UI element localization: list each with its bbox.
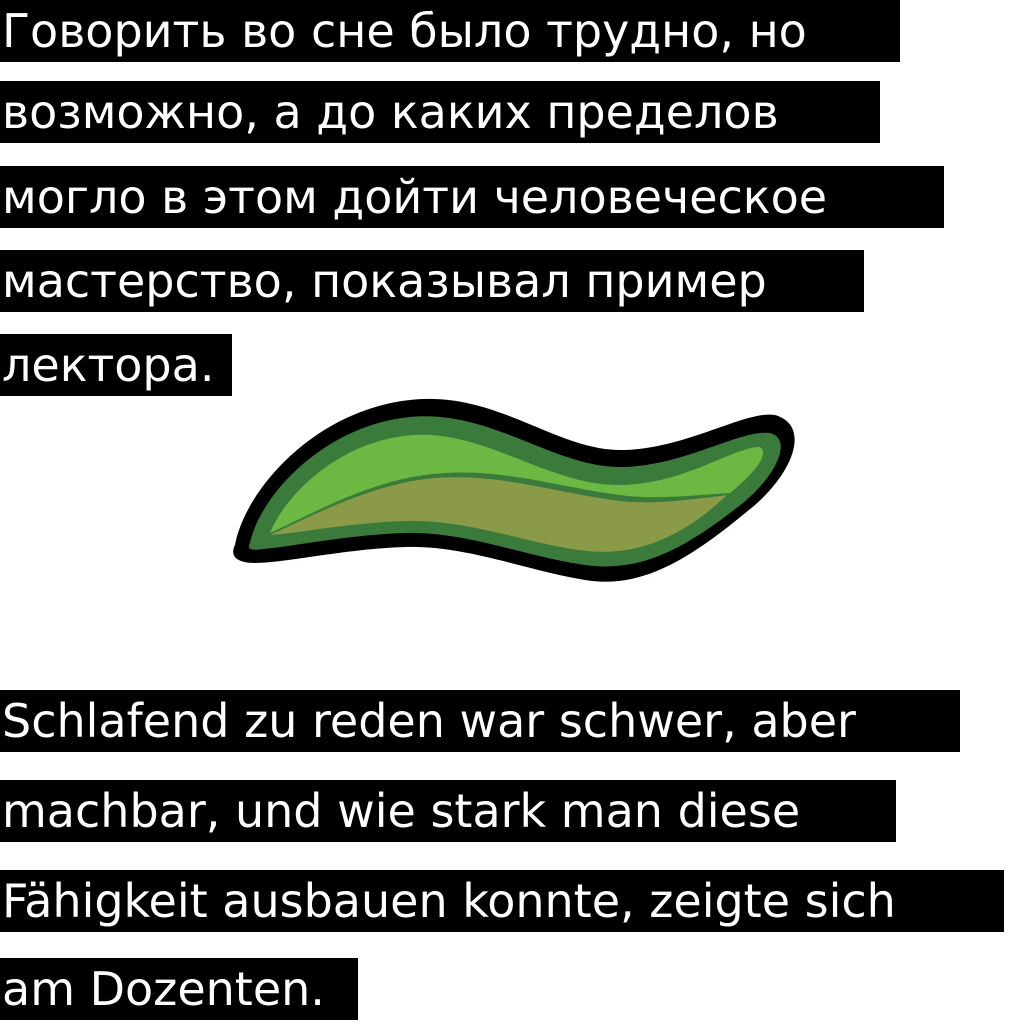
russian-text-line-5: лектора.: [0, 334, 232, 396]
russian-text-line-4: мастерство, показывал пример: [0, 250, 864, 312]
russian-text-line-2: возможно, а до каких пределов: [0, 81, 880, 143]
german-text-line-2: machbar, und wie stark man diese: [0, 780, 896, 842]
russian-text-line-3: могло в этом дойти человеческое: [0, 166, 944, 228]
german-text-line-1: Schlafend zu reden war schwer, aber: [0, 690, 960, 752]
russian-text-line-1: Говорить во сне было трудно, но: [0, 0, 900, 62]
worm-icon: [225, 395, 800, 590]
german-text-line-3: Fähigkeit ausbauen konnte, zeigte sich: [0, 870, 1004, 932]
german-text-line-4: am Dozenten.: [0, 958, 358, 1020]
